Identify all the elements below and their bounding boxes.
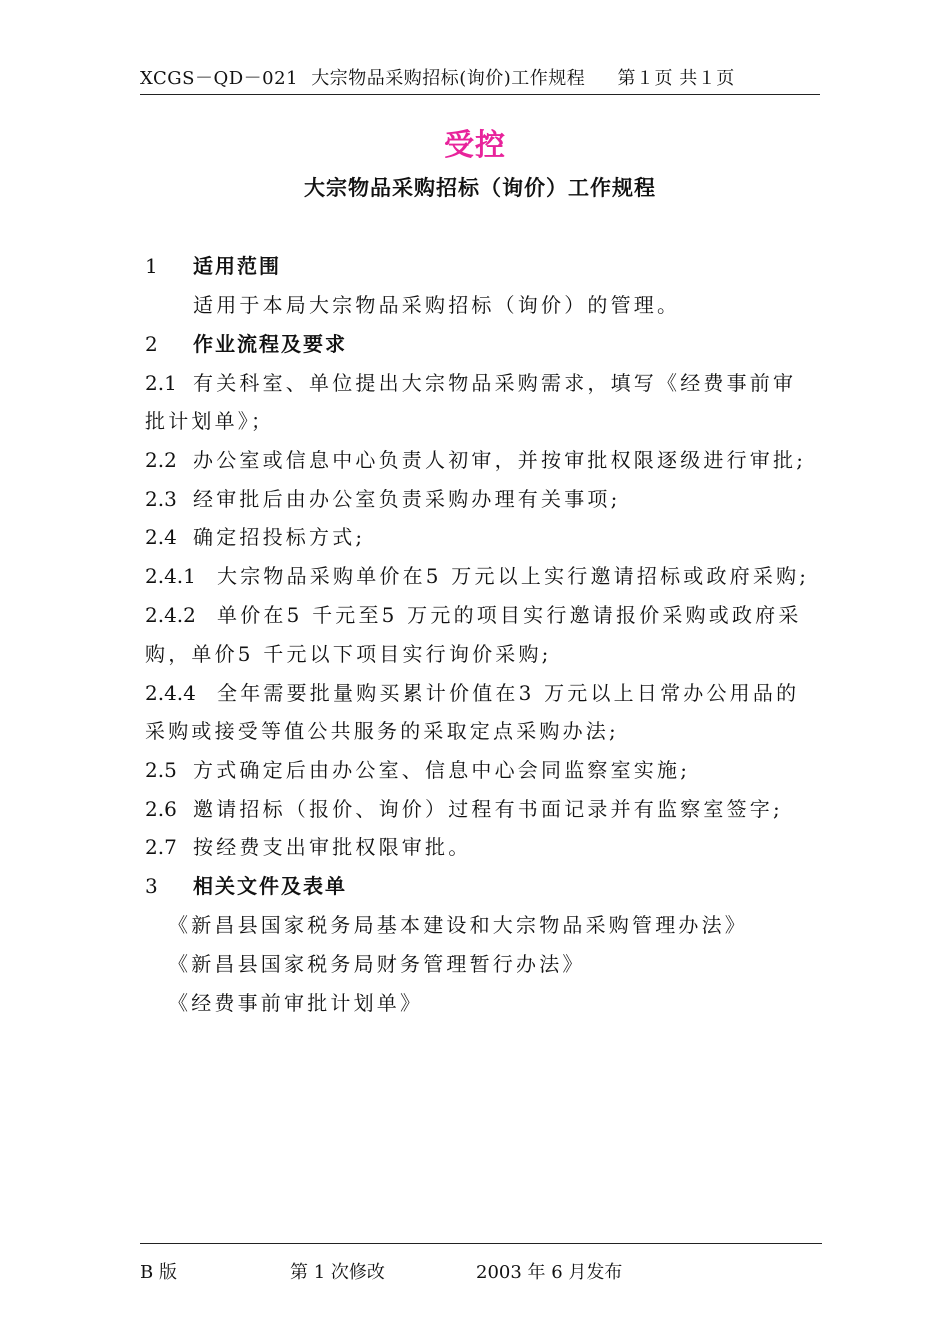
- section-3-heading: [145, 870, 347, 899]
- item-2-4-1: [145, 560, 809, 589]
- item-number: 2.3: [145, 487, 177, 511]
- section-title: 作业流程及要求: [193, 332, 347, 356]
- related-document-1: 《新昌县国家税务局基本建设和大宗物品采购管理办法》: [168, 913, 748, 937]
- item-2-1-continued: 批计划单》；: [145, 409, 275, 433]
- item-2-4-4-continued: 采购或接受等值公共服务的采取定点采购办法;: [145, 719, 619, 743]
- item-2-5: [145, 754, 690, 783]
- section-2-heading: [145, 328, 347, 357]
- item-number: 2.4.2: [145, 603, 196, 627]
- page-number: 第１页 共１页: [617, 68, 735, 89]
- item-number: 2.6: [145, 797, 177, 821]
- item-text: 全年需要批量购买累计价值在3 万元以上日常办公用品的: [217, 681, 800, 705]
- revision-label: 第 1 次修改: [290, 1262, 385, 1283]
- item-2-4-4: [145, 677, 799, 706]
- section-number: 1: [145, 254, 158, 278]
- related-document-2: 《新昌县国家税务局财务管理暂行办法》: [168, 952, 586, 976]
- item-number: 2.2: [145, 448, 177, 472]
- item-2-2: [145, 444, 806, 473]
- item-number: 2.7: [145, 835, 177, 859]
- item-2-4-2-continued: 购，单价5 千元以下项目实行询价采购;: [145, 642, 552, 666]
- document-title: 大宗物品采购招标（询价）工作规程: [304, 176, 656, 200]
- item-number: 2.5: [145, 758, 177, 782]
- item-text: 方式确定后由办公室、信息中心会同监察室实施;: [193, 758, 691, 782]
- header-title: 大宗物品采购招标(询价)工作规程: [311, 68, 586, 89]
- item-text: 单价在5 千元至5 万元的项目实行邀请报价采购或政府采: [217, 603, 802, 627]
- edition-label: B 版: [140, 1262, 177, 1283]
- footer-divider: [140, 1243, 822, 1244]
- item-text: 邀请招标（报价、询价）过程有书面记录并有监察室签字;: [193, 797, 783, 821]
- controlled-stamp: 受控: [444, 128, 506, 163]
- page-header: [140, 64, 820, 90]
- item-number: 2.4.4: [145, 681, 196, 705]
- section-1-body: 适用于本局大宗物品采购招标（询价）的管理。: [193, 293, 681, 317]
- item-2-6: [145, 793, 783, 822]
- item-number: 2.1: [145, 371, 177, 395]
- section-number: 2: [145, 332, 158, 356]
- item-text: 按经费支出审批权限审批。: [193, 835, 472, 859]
- section-1-heading: [145, 250, 281, 279]
- item-text: 经审批后由办公室负责采购办理有关事项;: [193, 487, 621, 511]
- item-number: 2.4: [145, 525, 177, 549]
- section-title: 适用范围: [193, 254, 281, 278]
- item-number: 2.4.1: [145, 564, 196, 588]
- item-2-4-2: [145, 599, 802, 628]
- item-text: 有关科室、单位提出大宗物品采购需求，填写《经费事前审: [193, 371, 797, 395]
- item-2-3: [145, 483, 621, 512]
- header-divider: [140, 94, 820, 95]
- section-title: 相关文件及表单: [193, 874, 347, 898]
- item-2-7: [145, 831, 471, 860]
- related-document-3: 《经费事前审批计划单》: [168, 991, 424, 1015]
- section-number: 3: [145, 874, 158, 898]
- item-2-1: [145, 367, 796, 396]
- publish-date: 2003 年 6 月发布: [476, 1262, 623, 1283]
- item-2-4: [145, 521, 365, 550]
- item-text: 确定招投标方式;: [193, 525, 366, 549]
- item-text: 办公室或信息中心负责人初审，并按审批权限逐级进行审批;: [193, 448, 807, 472]
- document-code: XCGS－QD－021: [140, 68, 299, 89]
- item-text: 大宗物品采购单价在5 万元以上实行邀请招标或政府采购;: [217, 564, 810, 588]
